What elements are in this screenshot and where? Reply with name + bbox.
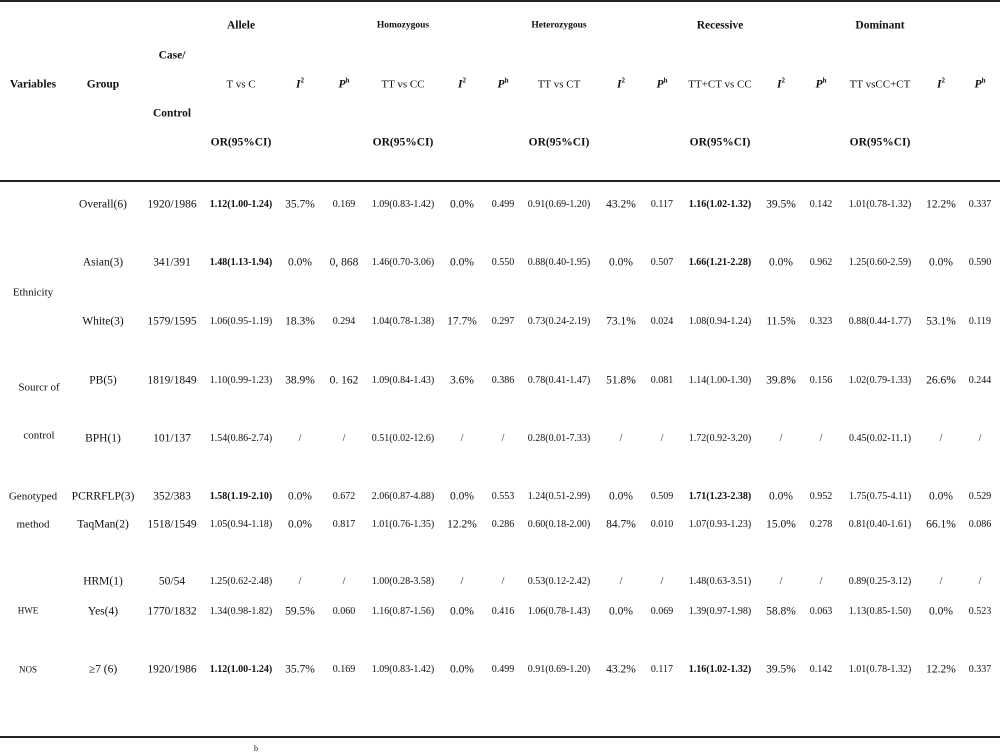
table-cell: 0.024 [650,316,674,327]
row-case-control: 1579/1595 [147,315,197,328]
row-group: HRM(1) [83,575,123,588]
table-cell: / [619,576,623,587]
table-cell: 0.523 [968,606,992,617]
table-cell: 0.550 [491,257,515,268]
table-cell: 1.25(0.62-2.48) [209,576,273,587]
table-cell: 0.0% [450,256,474,269]
table-cell: 0.499 [491,664,515,675]
table-cell: 0.0% [609,605,633,618]
table-cell: / [298,433,302,444]
table-cell: 1.06(0.95-1.19) [209,316,273,327]
table-cell: 0.0% [929,605,953,618]
table-cell: 0.0% [450,663,474,676]
header-rule [0,180,1000,182]
table-cell: 1.09(0.84-1.43) [371,375,435,386]
table-cell: 38.9% [285,374,315,387]
table-cell: 0.0% [769,490,793,503]
table-cell: 51.8% [606,374,636,387]
table-cell: / [460,576,464,587]
row-group: White(3) [82,315,124,328]
header-comparison: TT vs CC [381,78,425,91]
table-cell: 1.09(0.83-1.42) [371,664,435,675]
table-cell: 0.73(0.24-2.19) [527,316,591,327]
table-cell: 0.81(0.40-1.61) [848,519,912,530]
table-cell: 1.54(0.86-2.74) [209,433,273,444]
table-cell: 0.156 [809,375,833,386]
table-cell: 0. 162 [329,374,359,387]
table-cell: / [978,576,982,587]
table-cell: 0.91(0.69-1.20) [527,664,591,675]
table-cell: 0.081 [650,375,674,386]
table-cell: 1.07(0.93-1.23) [688,519,752,530]
table-cell: 1.34(0.98-1.82) [209,606,273,617]
table-cell: / [501,433,505,444]
row-case-control: 1920/1986 [147,198,197,211]
table-cell: 1.01(0.78-1.32) [848,664,912,675]
table-cell: 26.6% [926,374,956,387]
variable-label: method [16,518,50,531]
table-cell: 12.2% [926,198,956,211]
table-cell: 1.25(0.60-2.59) [848,257,912,268]
table-cell: 0.337 [968,664,992,675]
table-cell: / [460,433,464,444]
table-cell: / [342,576,346,587]
table-cell: 0.0% [609,256,633,269]
table-cell: 0.60(0.18-2.00) [527,519,591,530]
header-i2: $I^2$ [937,76,945,91]
table-cell: 18.3% [285,315,315,328]
row-case-control: 1770/1832 [147,605,197,618]
table-cell: 0.0% [450,198,474,211]
header-or-label: OR(95%CI) [210,136,272,149]
table-cell: 43.2% [606,198,636,211]
table-cell: / [779,433,783,444]
table-cell: 1.24(0.51-2.99) [527,491,591,502]
table-cell: 1.71(1.23-2.38) [688,491,752,502]
table-cell: 1.75(0.75-4.11) [848,491,912,502]
table-cell: 0.817 [332,519,356,530]
table-cell: 0.0% [288,490,312,503]
table-cell: 43.2% [606,663,636,676]
table-cell: 0.0% [450,605,474,618]
table-cell: 0.0% [929,490,953,503]
table-cell: 0.509 [650,491,674,502]
row-group: ≥7 (6) [88,663,118,676]
table-cell: 0.28(0.01-7.33) [527,433,591,444]
table-cell: 1.13(0.85-1.50) [848,606,912,617]
row-case-control: 341/391 [153,256,191,269]
variable-label: Genotyped [8,490,58,503]
header-comparison: TT+CT vs CC [688,78,752,91]
header-or-label: OR(95%CI) [689,136,751,149]
table-cell: 0.672 [332,491,356,502]
header-case-control-1: Case/ [158,49,186,62]
header-or-label: OR(95%CI) [528,136,590,149]
table-cell: 0.553 [491,491,515,502]
table-cell: 58.8% [766,605,796,618]
table-cell: 1.09(0.83-1.42) [371,199,435,210]
row-group: Overall(6) [79,198,127,211]
table-cell: 0.142 [809,664,833,675]
table-cell: 17.7% [447,315,477,328]
table-cell: / [660,433,664,444]
table-cell: 1.39(0.97-1.98) [688,606,752,617]
table-cell: 66.1% [926,518,956,531]
table-cell: 0.086 [968,519,992,530]
header-or-label: OR(95%CI) [372,136,434,149]
header-group: Group [86,78,120,91]
table-cell: 0.323 [809,316,833,327]
table-cell: 0.117 [650,664,674,675]
variable-label: NOS [18,664,38,675]
row-case-control: 101/137 [153,432,191,445]
table-cell: 0.294 [332,316,356,327]
table-cell: 0.386 [491,375,515,386]
table-cell: 1.48(1.13-1.94) [209,257,273,268]
table-cell: 73.1% [606,315,636,328]
header-model-recessive: Recessive [696,19,744,32]
table-cell: 0.962 [809,257,833,268]
footnote-mark: b [254,744,258,753]
table-cell: 1.12(1.00-1.24) [209,664,273,675]
table-cell: 0.010 [650,519,674,530]
row-case-control: 50/54 [158,575,186,588]
table-cell: 1.04(0.78-1.38) [371,316,435,327]
table-cell: 39.8% [766,374,796,387]
table-cell: 1.06(0.78-1.43) [527,606,591,617]
row-group: PB(5) [89,374,117,387]
header-p: $P^h$ [974,76,986,91]
table-cell: 0.119 [968,316,992,327]
table-cell: 0.507 [650,257,674,268]
table-cell: 0.88(0.40-1.95) [527,257,591,268]
table-cell: / [342,433,346,444]
table-cell: 0.53(0.12-2.42) [527,576,591,587]
table-cell: 1.16(1.02-1.32) [688,664,752,675]
table-cell: 0.0% [288,518,312,531]
table-cell: 1.16(0.87-1.56) [371,606,435,617]
table-cell: 1.12(1.00-1.24) [209,199,273,210]
table-cell: 0.0% [609,490,633,503]
row-case-control: 1518/1549 [147,518,197,531]
table-cell: 1.16(1.02-1.32) [688,199,752,210]
table-cell: 0.78(0.41-1.47) [527,375,591,386]
row-case-control: 1819/1849 [147,374,197,387]
table-cell: / [819,433,823,444]
table-cell: 1.48(0.63-3.51) [688,576,752,587]
table-cell: 0, 868 [329,256,359,269]
table-cell: 0.88(0.44-1.77) [848,316,912,327]
row-group: Asian(3) [82,256,124,269]
table-cell: / [501,576,505,587]
table-cell: 59.5% [285,605,315,618]
bottom-rule [0,736,1000,738]
table-cell: 0.069 [650,606,674,617]
table-cell: 0.337 [968,199,992,210]
table-cell: 1.14(1.00-1.30) [688,375,752,386]
table-cell: 35.7% [285,198,315,211]
table-cell: 0.0% [450,490,474,503]
header-model-homozygous: Homozygous [376,20,430,31]
table-cell: 39.5% [766,198,796,211]
table-cell: / [779,576,783,587]
header-model-allele: Allele [226,19,256,32]
table-cell: 1.00(0.28-3.58) [371,576,435,587]
header-i2: $I^2$ [617,76,625,91]
table-cell: 0.169 [332,664,356,675]
header-model-dominant: Dominant [855,19,905,32]
table-cell: 84.7% [606,518,636,531]
header-p: $P^h$ [815,76,827,91]
table-cell: 15.0% [766,518,796,531]
table-cell: / [939,576,943,587]
table-cell: / [819,576,823,587]
table-cell: 0.060 [332,606,356,617]
header-variables: Variables [9,78,57,91]
table-cell: 12.2% [447,518,477,531]
table-cell: 0.91(0.69-1.20) [527,199,591,210]
table-cell: 0.590 [968,257,992,268]
header-model-heterozygous: Heterozygous [531,20,587,31]
header-i2: $I^2$ [458,76,466,91]
table-cell: 0.0% [769,256,793,269]
header-comparison: TT vsCC+CT [849,78,911,91]
table-cell: 0.244 [968,375,992,386]
table-cell: 1.02(0.79-1.33) [848,375,912,386]
table-cell: 0.169 [332,199,356,210]
table-cell: 2.06(0.87-4.88) [371,491,435,502]
table-cell: 0.063 [809,606,833,617]
row-group: PCRRFLP(3) [71,490,135,503]
table-cell: 12.2% [926,663,956,676]
header-or-label: OR(95%CI) [849,136,911,149]
row-case-control: 352/383 [153,490,191,503]
table-cell: 0.0% [929,256,953,269]
table-cell: 39.5% [766,663,796,676]
row-group: Yes(4) [87,605,119,618]
header-i2: $I^2$ [777,76,785,91]
header-comparison: TT vs CT [537,78,581,91]
table-cell: 1.66(1.21-2.28) [688,257,752,268]
table-cell: 1.10(0.99-1.23) [209,375,273,386]
table-cell: 0.117 [650,199,674,210]
table-cell: 0.45(0.02-11.1) [848,433,912,444]
table-cell: 1.05(0.94-1.18) [209,519,273,530]
table-cell: / [660,576,664,587]
table-cell: 1.58(1.19-2.10) [209,491,273,502]
variable-label: control [23,429,55,442]
table-cell: 1.46(0.70-3.06) [371,257,435,268]
row-case-control: 1920/1986 [147,663,197,676]
table-cell: 53.1% [926,315,956,328]
table-cell: 0.952 [809,491,833,502]
variable-label: Ethnicity [12,286,54,299]
header-p: $P^h$ [497,76,509,91]
table-cell: / [619,433,623,444]
table-cell: 1.01(0.76-1.35) [371,519,435,530]
header-case-control-2: Control [152,107,192,120]
header-comparison: T vs C [226,78,256,91]
row-group: TaqMan(2) [77,518,129,531]
table-cell: 0.529 [968,491,992,502]
table-cell: 0.142 [809,199,833,210]
table-cell: 0.286 [491,519,515,530]
table-cell: 3.6% [450,374,474,387]
table-cell: 1.01(0.78-1.32) [848,199,912,210]
header-p: $P^h$ [338,76,350,91]
table-cell: 11.5% [766,315,796,328]
table-cell: / [298,576,302,587]
header-p: $P^h$ [656,76,668,91]
table-cell: / [978,433,982,444]
table-cell: 0.0% [288,256,312,269]
table-cell: 0.297 [491,316,515,327]
table-cell: 0.416 [491,606,515,617]
table-cell: 0.278 [809,519,833,530]
table-cell: / [939,433,943,444]
header-i2: $I^2$ [296,76,304,91]
table-cell: 0.51(0.02-12.6) [371,433,435,444]
table-cell: 0.89(0.25-3.12) [848,576,912,587]
top-rule [0,0,1000,2]
variable-label: HWE [17,605,39,616]
variable-label: Sourcr of [18,381,60,394]
table-cell: 35.7% [285,663,315,676]
row-group: BPH(1) [85,432,121,445]
table-cell: 0.499 [491,199,515,210]
table-cell: 1.72(0.92-3.20) [688,433,752,444]
table-cell: 1.08(0.94-1.24) [688,316,752,327]
